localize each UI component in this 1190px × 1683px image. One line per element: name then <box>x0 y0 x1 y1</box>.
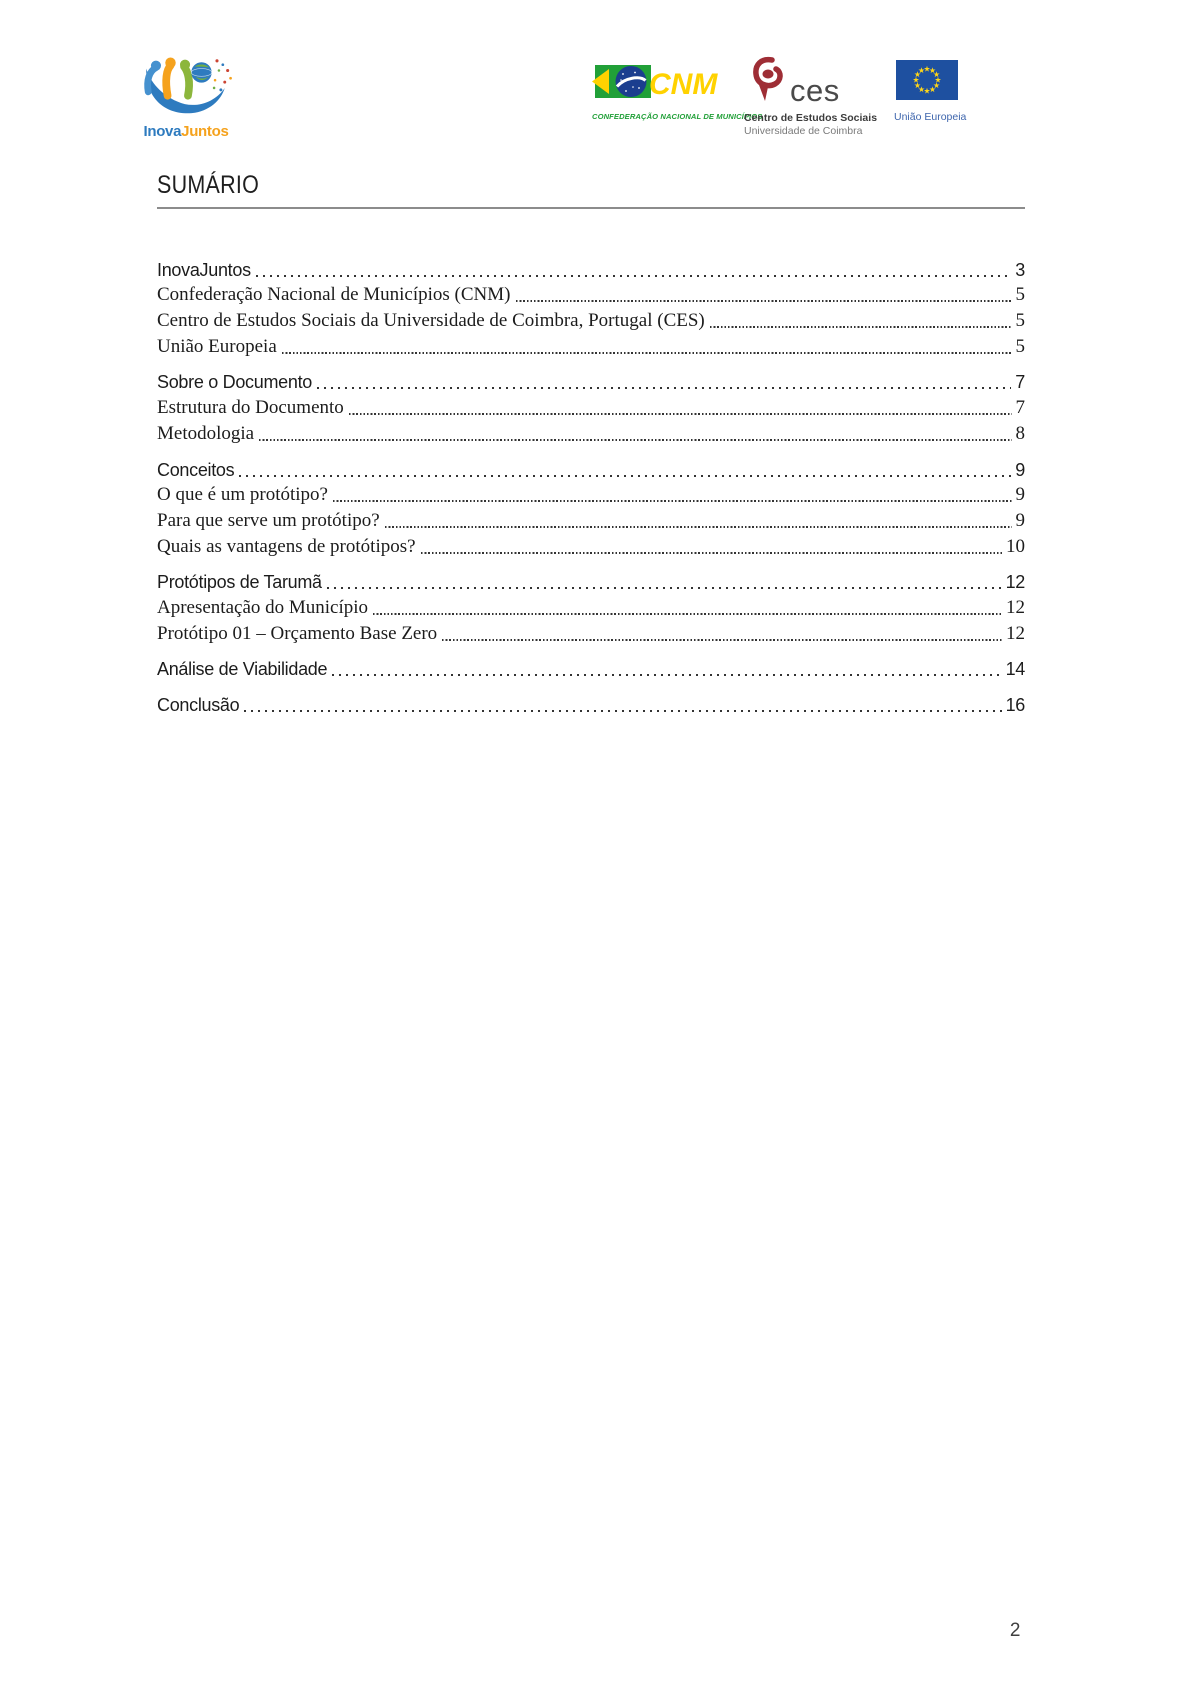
ces-acronym: ces <box>790 73 840 109</box>
toc-entry-page: 5 <box>1015 284 1025 306</box>
toc-entry-label: Para que serve um protótipo? <box>157 509 380 531</box>
toc-entry-apresentacao-do-municipio[interactable] <box>157 593 1025 619</box>
toc-entry-para-que-serve-um-prototipo[interactable] <box>157 506 1025 532</box>
inovajuntos-wordmark <box>135 123 237 140</box>
toc-entry-page: 9 <box>1015 484 1025 506</box>
cnm-acronym: CNM <box>649 68 718 101</box>
ces-logo-top <box>744 55 876 109</box>
dot-leader <box>373 613 1002 615</box>
page-number: 2 <box>1009 1620 1020 1641</box>
toc-entry-page: 12 <box>1006 622 1025 644</box>
toc-entry-page: 9 <box>1015 509 1025 531</box>
dot-leader <box>349 413 1012 415</box>
toc-entry-page: 7 <box>1015 372 1025 393</box>
ces-university-caption: Universidade de Coimbra <box>744 125 863 137</box>
dot-leader <box>516 300 1012 302</box>
toc-entry-page: 16 <box>1005 695 1025 715</box>
toc-entry-page: 7 <box>1015 397 1025 419</box>
header-logos <box>0 0 1190 140</box>
dot-leader <box>327 587 1002 589</box>
cnm-logo-icon <box>592 61 726 105</box>
toc-entry-o-que-e-um-prototipo[interactable] <box>157 481 1025 507</box>
dot-leader <box>317 387 1011 389</box>
toc-entry-page: 10 <box>1006 535 1025 557</box>
dot-leader <box>332 674 1001 676</box>
dot-leader <box>244 710 1001 712</box>
toc-entry-metodologia[interactable] <box>157 419 1025 445</box>
toc-entry-label: Análise de Viabilidade <box>157 659 328 680</box>
toc-entry-page: 12 <box>1006 596 1025 618</box>
ces-org-caption: Centro de Estudos Sociais <box>744 112 878 124</box>
toc-entry-page: 8 <box>1015 422 1025 444</box>
summary-section <box>0 135 1190 716</box>
toc-entry-label: Estrutura do Documento <box>157 397 344 419</box>
inovajuntos-logo <box>135 55 237 140</box>
eu-caption: União Europeia <box>894 111 967 123</box>
inovajuntos-wordmark-part2: Juntos <box>181 123 229 140</box>
toc-entry-label: Metodologia <box>157 422 255 444</box>
eu-flag-icon <box>896 60 958 100</box>
toc-entry-label: InovaJuntos <box>157 259 251 280</box>
cnm-logo <box>592 61 763 121</box>
eu-logo <box>894 60 967 123</box>
toc-entry-label: O que é um protótipo? <box>157 484 328 506</box>
toc-entry-page: 3 <box>1015 259 1025 280</box>
title-divider <box>157 207 1025 209</box>
toc-entry-page: 5 <box>1015 310 1025 332</box>
dot-leader <box>256 275 1012 277</box>
dot-leader <box>239 475 1011 477</box>
toc-entry-label: Sobre o Documento <box>157 372 312 393</box>
toc-entry-prototipos-de-taruma[interactable] <box>157 568 1025 594</box>
toc-entry-page: 12 <box>1005 572 1025 593</box>
toc-entry-ces[interactable] <box>157 306 1025 332</box>
toc-entry-label: Protótipo 01 – Orçamento Base Zero <box>157 622 438 644</box>
dot-leader <box>442 639 1002 641</box>
toc-entry-vantagens-de-prototipos[interactable] <box>157 532 1025 558</box>
toc-entry-label: Conceitos <box>157 459 235 480</box>
ces-logo <box>744 55 876 137</box>
toc-entry-inovajuntos[interactable] <box>157 255 1025 281</box>
ces-glyph-icon <box>752 55 786 105</box>
table-of-contents <box>157 255 1025 716</box>
toc-entry-cnm[interactable] <box>157 281 1025 307</box>
toc-entry-label: Centro de Estudos Sociais da Universidade de Coimbra, Portugal (CES) <box>157 310 705 332</box>
toc-entry-label: União Europeia <box>157 335 277 357</box>
toc-entry-uniao-europeia[interactable] <box>157 332 1025 358</box>
inovajuntos-logo-icon <box>136 55 236 117</box>
dot-leader <box>421 552 1002 554</box>
toc-entry-page: 5 <box>1015 335 1025 357</box>
partner-logos <box>592 55 967 137</box>
toc-entry-page: 9 <box>1015 459 1025 480</box>
toc-entry-page: 14 <box>1005 659 1025 680</box>
toc-entry-sobre-o-documento[interactable] <box>157 368 1025 394</box>
dot-leader <box>333 500 1012 502</box>
toc-entry-prototipo-01[interactable] <box>157 619 1025 645</box>
toc-entry-label: Confederação Nacional de Municípios (CNM) <box>157 284 511 306</box>
toc-entry-analise-de-viabilidade[interactable] <box>157 655 1025 681</box>
toc-entry-conceitos[interactable] <box>157 455 1025 481</box>
toc-entry-estrutura-do-documento[interactable] <box>157 393 1025 419</box>
dot-leader <box>282 352 1012 354</box>
dot-leader <box>385 526 1012 528</box>
inovajuntos-wordmark-part1: Inova <box>143 123 182 140</box>
toc-entry-label: Protótipos de Tarumã <box>157 572 322 593</box>
dot-leader <box>259 439 1011 441</box>
toc-entry-label: Quais as vantagens de protótipos? <box>157 535 416 557</box>
dot-leader <box>710 326 1012 328</box>
page-title: SUMÁRIO <box>157 171 260 199</box>
toc-entry-label: Apresentação do Município <box>157 596 369 618</box>
toc-entry-label: Conclusão <box>157 695 240 715</box>
toc-entry-conclusao[interactable] <box>157 690 1025 716</box>
cnm-caption: CONFEDERAÇÃO NACIONAL DE MUNICÍPIOS <box>592 112 763 121</box>
